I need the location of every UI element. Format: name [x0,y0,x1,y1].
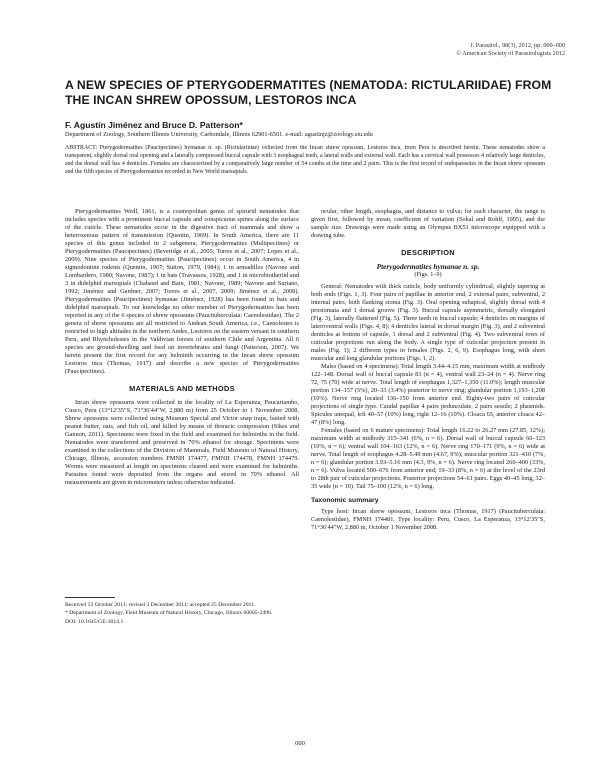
methods-heading: MATERIALS AND METHODS [129,384,235,393]
intro-paragraph: Pterygodermatites Wedl, 1861, is a cosmopolitan genus of spirurid nematodes that includes species with a prominent buccal capsule and conspicuous spines along the surface of the cuticle. These nematodes occur in the digestive tract of mammals and show a heteroxenous pattern of transmission (Quentin, 1969). In South America, there are 11 species of this genus included in 2 subgenera, Pterygodermatites (Multipectines) or Pterygodermatites (Paucipectines) (Beveridge et al., 2005; Torres et al., 2007; Lopes et al., 2009). Nine species of Pterygodermatites (Paucipectines) occur in South America, 4 in sigmodontine rodents (Quentin, 1967; Sutton, 1979, 1984); 1 in armadillos (Navone and Lombardero, 1980; Navone, 1987); 1 in bats (Travassos, 1928), and 1 in microbiotheriid and 3 in didelphid marsupials (Chabaud and Bain, 1981; Navone, 1989; Navone and Suriano, 1992; Jiménez and Gardner, 2007; Torres et al., 2007, 2009; Jiménez et al., 2008). Pterygodermatites (Paucipectines) hymanae (Jiménez, 1928) has been found in bats and didelphid marsupials. To our knowledge no other member of Pterygodermatites has been reported in any of the 6 species of shrew opossums (Paucituberculata: Caenolestidae). The 2 genera of shrew opossums are all restricted to Andean South America, i.e., Caenolestes is restricted to high altitudes in the northern Andes, Lestoros on the eastern versant in southern Peru, and Rhyncholestes in the Valdivian forests of southern Chile and Argentina. All 6 species are ground-dwelling and feed on invertebrates and fungi (Patterson, 2007). We herein present the first record for any helminth occurring in the Incan shrew opossum Lestoros inca (Thomas, 1917) and describe a new species of Pterygodermatites (Paucipectines). [65,208,299,375]
methods-continued: ocular, other length, esophagus, and distance to vulva; for each character, the range is given first, followed by mean, coefficient of variation (Sokal and Rohlf, 1995), and the sample size. Drawings were made using an Olympus BX51 microscope equipped with a drawing tube. [311,208,545,239]
author-affiliation: Department of Zoology, Southern Illinois University, Carbondale, Illinois 62901-6501. e-mail: agustinjz@zoology.siu.edu [65,131,373,138]
footnote-doi: DOI: 10.1645/GE-3014.1 [65,618,124,625]
left-column [65,208,299,596]
journal-header [365,42,565,58]
article-title: A NEW SPECIES OF PTERYGODERMATITES (NEMATODA: RICTULARIIDAE) FROM THE INCAN SHREW OPOSSUM, LESTOROS INCA [65,78,552,107]
footnote-affiliation: * Department of Zoology, Field Museum of Natural History, Chicago, Illinois 60605-2496. [65,610,273,617]
male-description: Males (based on 4 specimens): Total length 3.44–4.15 mm, maximum width at midbody 122–148. Dorsal wall of buccal capsule 83 (n = 4), ventral wall 23–24 (n = 4). Nerve ring 72, 75 (70) wide at nerve. Total length of esophagus 1,327–1,350 (11.0%); length muscular portion 134–157 (5%), 20–33 (3.4%) posterior to nerve ring; glandular portion 1,193–1,208 (10%). Nerve ring located 136–150 from anterior end. Eighty-two pairs of cuticular projections of single type. Caudal papillae 4 pairs pedunculate, 2 pairs sessile; 2 phasmids. Spicules unequal, left 40–57 (10%) long, right 12–16 (10%). Cloaca 65, anterior cloaca 42–47 (8%) long. [311,363,545,426]
general-description: General: Nematodes with thick cuticle, body uniformly cylindrical, slightly tapering at both ends (Figs. 1, 3). Four pairs of papillae in anterior end, 2 external pairs, subventral, 2 internal pairs, both flanking stoma (Fig. 3). Oral opening subapical, slightly dorsal with 4 prostomata and 1 dorsal groove (Fig. 3). Buccal capsule asymmetric, dorsally elongated (Fig. 3), laterally flattened (Fig. 5). Three teeth in buccal capsule; 4 denticles on margins of lateroventral walls (Figs. 4, 8); 4 denticles lateral in dorsal margin (Fig. 3), and 2 subventral denticles at bottom of capsule, 1 dorsal and 2 subventral (Fig. 4). Two subventral rows of cuticular projections run along the body. A single type of cuticular projection present in males (Fig. 1); 2 different types in females (Figs. 2, 6, 9). Esophagus long, with short muscular and long glandular portions (Figs. 1, 2). [311,283,545,362]
abstract: ABSTRACT: Pterygodermatites (Paucipectines) hymanae n. sp. (Rictulariidae) collected from the Incan shrew opossum, Lestoros inca, from Peru is described herein. These nematodes show a transparent, slightly dorsal oral opening and a laterally compressed buccal capsule with 3 esophageal teeth, a lateral walls and external wall. Each has a cervical wall possesses 4 relatively large denticles, and the dorsal wall has 4 denticles. Females are characterized by a comparatively large number of 54 combs at the time and 2 pairs. This is the first record of endoparasites in the Incan shrew opossum and the fifth species of Pterygodermatites recorded in New World marsupials. [65,145,545,175]
species-heading: Pterygodermatites hymanae n. sp. [376,262,480,271]
taxonomic-summary: Type host: Incan shrew opossum, Lestoros inca (Thomas, 1917) (Paucituberculata: Caenolestidae), FMNH 174481. Type locality: Peru, Cusco, La Esperanza, 13°12′35″S, 71°36′44″W, 2,880 m, October 1 November 2008. [311,508,545,531]
journal-citation: J. Parasitol., 98(3), 2012, pp. 000–000 [470,42,565,49]
footnotes [65,602,299,627]
figures-reference: (Figs. 1–9) [414,271,442,278]
taxonomic-summary-heading: Taxonomic summary [311,497,379,504]
journal-copyright: © American Society of Parasitologists 2012 [456,50,565,57]
methods-paragraph: Incan shrew opossums were collected in the locality of La Esperanza, Paucartambo, Cusco, Peru (13°12′35″S, 71°36′44″W, 2,880 m) from 25 October to 1 November 2008. Shrew opossums were collected using Museum Special and Victor snap traps, baited with peanut butter, oats, and fish oil, and killed by means of thoracic compression (Sikes and Gannon, 2011). Specimens were fixed in the field and examined for helminths in the field. Nematodes were transferred and preserved in 70% ethanol for storage. Specimens were examined in the collections of the Division of Mammals, Field Museum of Natural History, Chicago, Illinois, accession numbers FMNH 174477, FMNH 174478, FMNH 174479. Worms were measured at length on specimens cleared and were examined for helminths. Parasites found were deposited from the organs and stored in 70% ethanol. All measurements are given in micrometers unless otherwise indicated. [65,399,299,486]
page-number: 000 [295,740,305,747]
right-column [311,208,545,753]
article-authors: F. Agustín Jiménez and Bruce D. Patterson* [65,120,243,130]
footnote-received: Received 13 October 2011; revised 3 December 2011; accepted 25 December 2011. [65,602,256,608]
description-heading: DESCRIPTION [401,248,455,257]
female-description: Females (based on 6 mature specimens): Total length 16.22 to 26.27 mm (27.85, 12%); maximum width at midbody 315–341 (6%, n = 6). Dorsal wall of buccal capsule 60–123 (10%, n = 6); ventral wall 104–163 (12%, n = 6). Nerve ring 170–171 (9%, n = 6) wide at nerve. Total length of esophagus 4.28–5.49 mm (4.67, 9%); muscular portion 321–410 (7%, n = 6); glandular portion 3.93–5.16 mm (4.3, 9%, n = 6). Nerve ring located 260–400 (33%, n = 6). Vulva located 500–676 from anterior end; 19–33 (8%, n = 6) at the level of the 23rd to 28th pair of cuticular projections. Posterior projections 54–61 pairs. Eggs 40–45 long, 32–35 wide (n = 10). Tail 75–100 (12%, n = 6) long. [311,427,545,490]
footnote-rule [65,597,115,598]
